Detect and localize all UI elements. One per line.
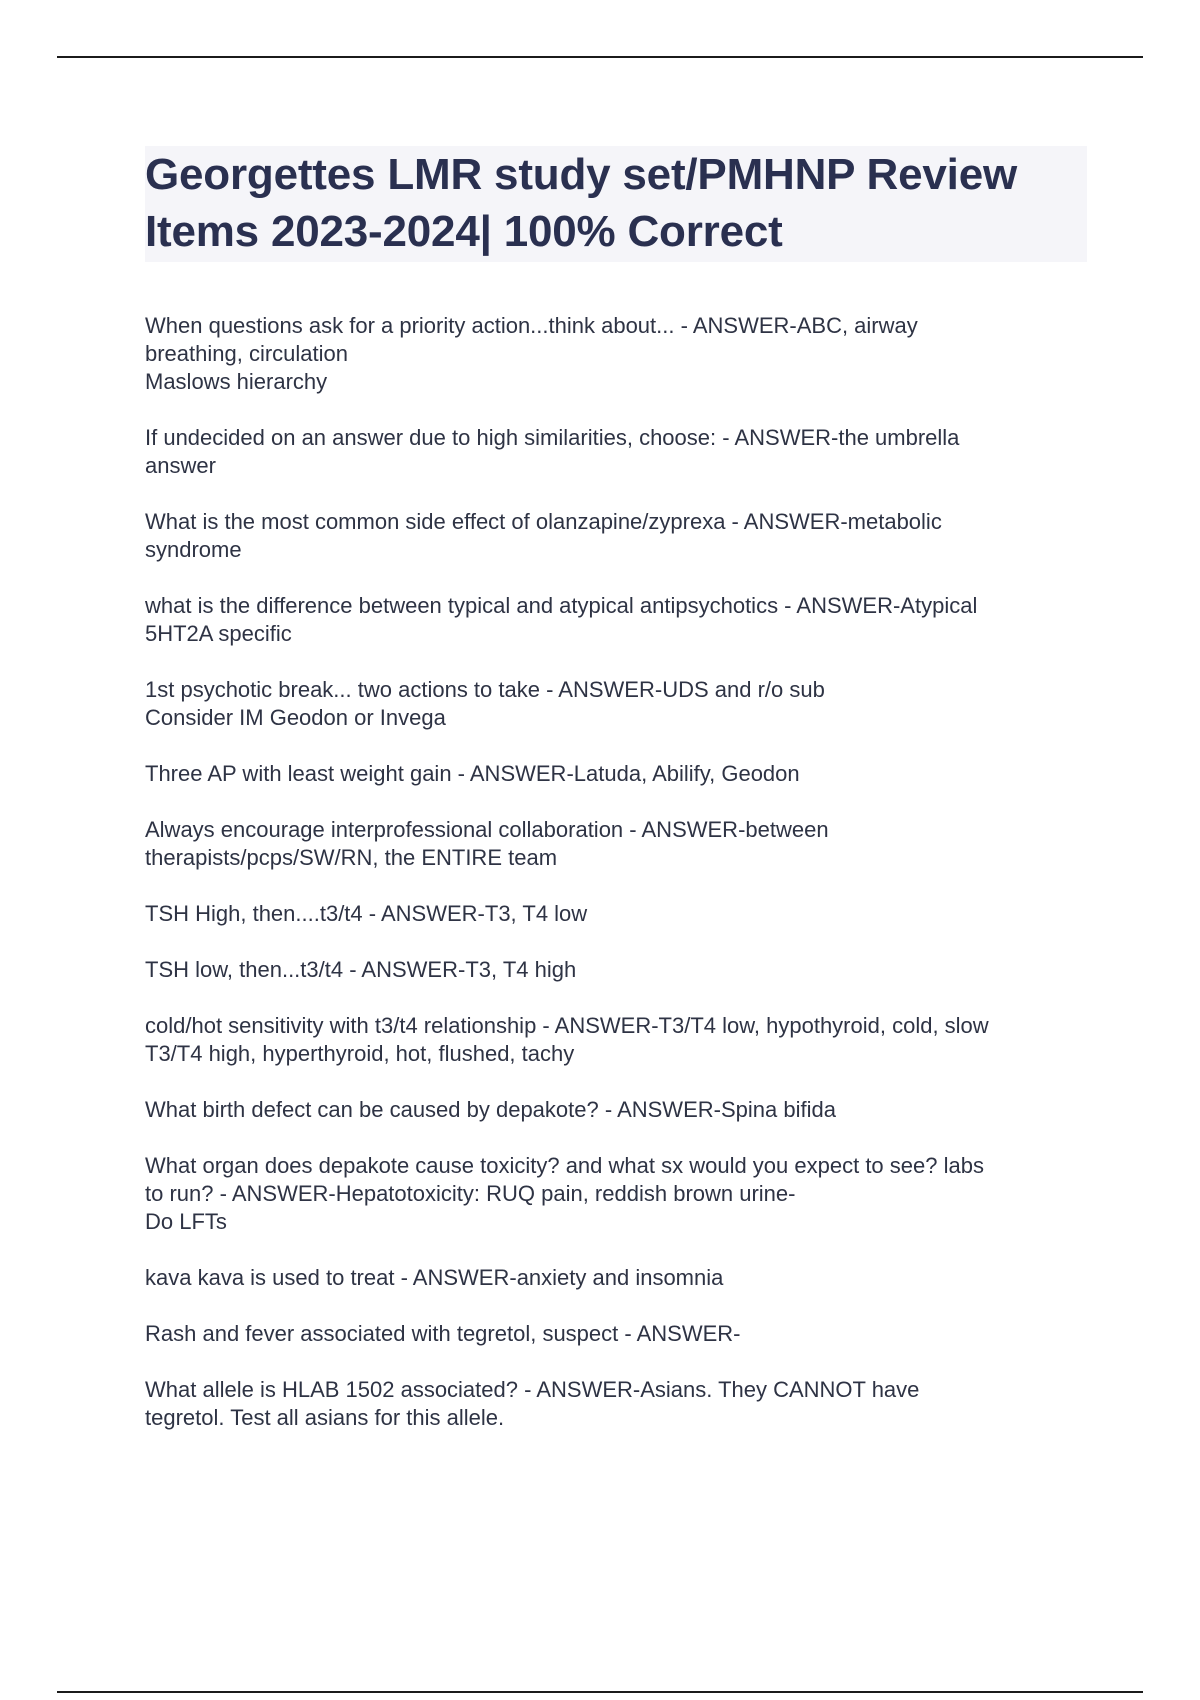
qa-text: TSH low, then...t3/t4 - ANSWER-T3, T4 high — [145, 957, 577, 982]
bottom-rule — [57, 1691, 1143, 1693]
qa-item — [145, 816, 1095, 872]
qa-list — [145, 312, 1095, 1460]
qa-text: What birth defect can be caused by depakote? - ANSWER-Spina bifida — [145, 1097, 836, 1122]
qa-item — [145, 592, 1095, 648]
qa-item — [145, 956, 1095, 984]
qa-text: cold/hot sensitivity with t3/t4 relationship - ANSWER-T3/T4 low, hypothyroid, cold, slow T3/T4 high, hyperthyroid, hot, flushed, tachy — [145, 1013, 989, 1066]
qa-item — [145, 508, 1095, 564]
qa-text: What organ does depakote cause toxicity? and what sx would you expect to see? labs to run? - ANSWER-Hepatotoxicity: RUQ pain, reddish brown urine- Do LFTs — [145, 1153, 984, 1234]
qa-text: what is the difference between typical and atypical antipsychotics - ANSWER-Atypical 5HT2A specific — [145, 593, 978, 646]
qa-item — [145, 1320, 1095, 1348]
qa-item — [145, 1152, 1095, 1236]
qa-text: Always encourage interprofessional collaboration - ANSWER-between therapists/pcps/SW/RN, the ENTIRE team — [145, 817, 829, 870]
qa-text: 1st psychotic break... two actions to take - ANSWER-UDS and r/o sub Consider IM Geodon or Invega — [145, 677, 825, 730]
qa-item — [145, 900, 1095, 928]
qa-text: If undecided on an answer due to high similarities, choose: - ANSWER-the umbrella answer — [145, 425, 960, 478]
qa-item — [145, 1096, 1095, 1124]
qa-item — [145, 676, 1095, 732]
qa-text: TSH High, then....t3/t4 - ANSWER-T3, T4 low — [145, 901, 588, 926]
qa-text: What is the most common side effect of olanzapine/zyprexa - ANSWER-metabolic syndrome — [145, 509, 942, 562]
qa-text: When questions ask for a priority action...think about... - ANSWER-ABC, airway breathing, circulation Maslows hierarchy — [145, 313, 918, 394]
qa-item — [145, 760, 1095, 788]
qa-item — [145, 424, 1095, 480]
qa-text: Rash and fever associated with tegretol, suspect - ANSWER- — [145, 1321, 741, 1346]
qa-item — [145, 1012, 1095, 1068]
qa-text: Three AP with least weight gain - ANSWER-Latuda, Abilify, Geodon — [145, 761, 800, 786]
title-block — [145, 146, 1087, 262]
qa-item — [145, 1264, 1095, 1292]
document-title: Georgettes LMR study set/PMHNP Review Items 2023-2024| 100% Correct — [145, 150, 1017, 256]
top-rule — [57, 56, 1143, 58]
qa-item — [145, 312, 1095, 396]
qa-text: kava kava is used to treat - ANSWER-anxiety and insomnia — [145, 1265, 724, 1290]
qa-text: What allele is HLAB 1502 associated? - ANSWER-Asians. They CANNOT have tegretol. Test all asians for this allele. — [145, 1377, 920, 1430]
qa-item — [145, 1376, 1095, 1432]
